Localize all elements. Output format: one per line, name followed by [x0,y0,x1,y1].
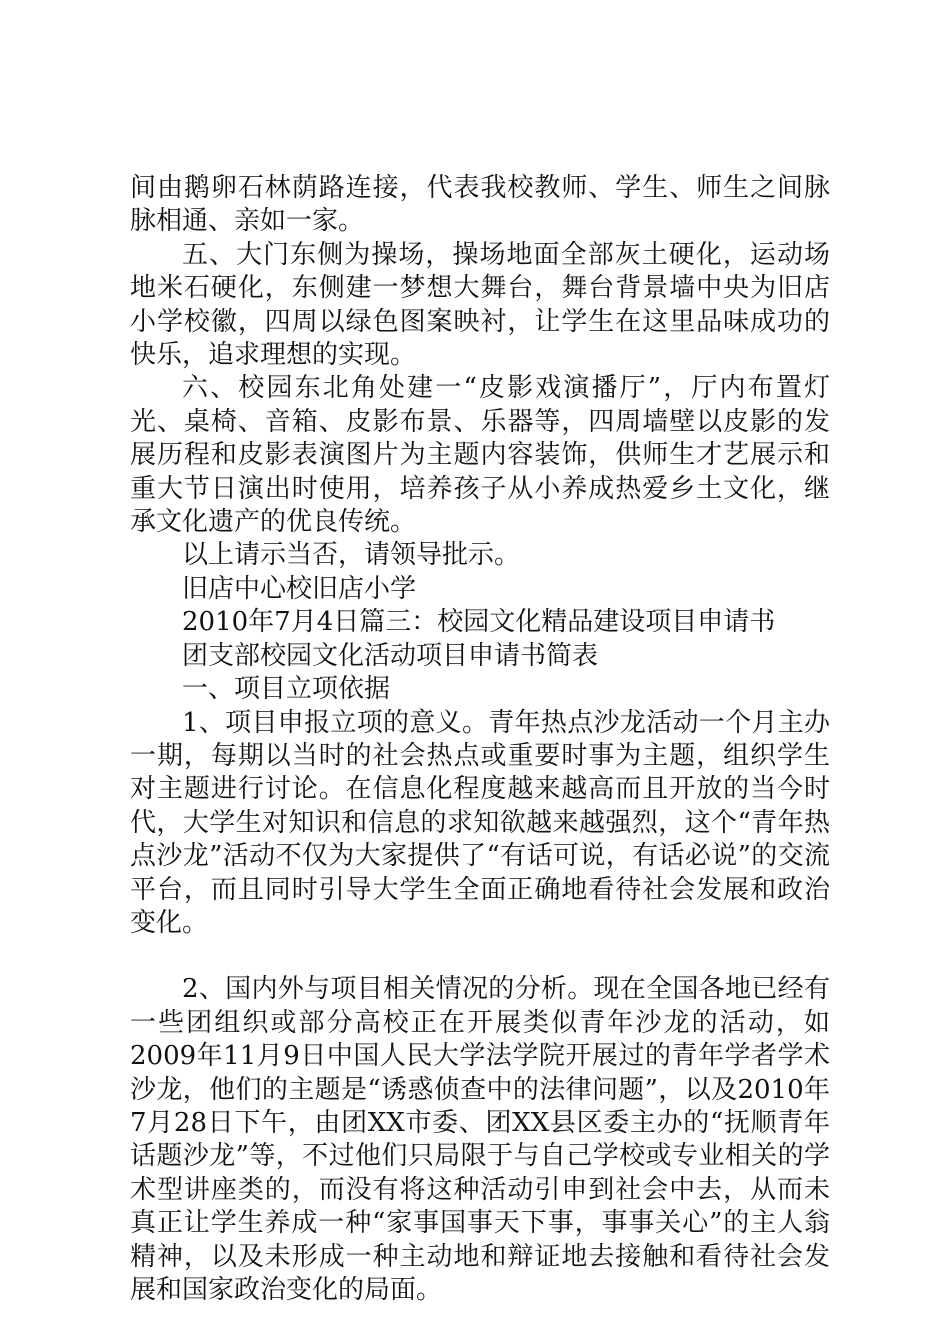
paragraph-date-and-title: 2010年7月4日篇三：校园文化精品建设项目申请书 [182,607,776,638]
paragraph-analysis: 2、国内外与项目相关情况的分析。现在全国各地已经有一些团组织或部分高校正在开展类似青年沙龙的活动，如2009年11月9日中国人民大学法学院开展过的青年学者学术沙龙，他们的主题是“诱惑侦查中的法律问题”，以及2010年7月28日下午，由团XX市委、团XX县区委主办的“抚顺青年话题沙龙”等，不过他们只局限于与自己学校或专业相关的学术型讲座类的，而没有将这种活动引申到社会中去，从而未真正让学生养成一种“家事国事天下事，事事关心”的主人翁精神，以及未形成一种主动地和辩证地去接触和看待社会发展和国家政治变化的局面。 [130,974,830,1305]
paragraph-school-name: 旧店中心校旧店小学 [182,573,417,604]
paragraph-form-title: 团支部校园文化活动项目申请书简表 [182,640,599,671]
paragraph-playground: 五、大门东侧为操场，操场地面全部灰土硬化，运动场地米石硬化，东侧建一梦想大舞台，舞台背景墙中央为旧店小学校徽，四周以绿色图案映衬，让学生在这里品味成功的快乐，追求理想的实现。 [130,239,830,371]
section-heading-basis: 一、项目立项依据 [182,674,391,705]
paragraph-request-approval: 以上请示当否，请领导批示。 [182,540,521,571]
paragraph-shadow-play-hall: 六、校园东北角处建一“皮影戏演播厅”，厅内布置灯光、桌椅、音箱、皮影布景、乐器等，四周墙壁以皮影的发展历程和皮影表演图片为主题内容装饰，供师生才艺展示和重大节日演出时使用，培养孩子从小养成热爱乡土文化，继承文化遗产的优良传统。 [130,373,830,538]
paragraph-significance: 1、项目申报立项的意义。青年热点沙龙活动一个月主办一期，每期以当时的社会热点或重要时事为主题，组织学生对主题进行讨论。在信息化程度越来越高而且开放的当今时代，大学生对知识和信息的求知欲越来越强烈，这个“青年热点沙龙”活动不仅为大家提供了“有话可说，有话必说”的交流平台，而且同时引导大学生全面正确地看待社会发展和政治变化。 [130,707,830,938]
paragraph-connecting-path: 间由鹅卵石林荫路连接，代表我校教师、学生、师生之间脉脉相通、亲如一家。 [130,173,830,237]
document-body [130,172,830,1307]
